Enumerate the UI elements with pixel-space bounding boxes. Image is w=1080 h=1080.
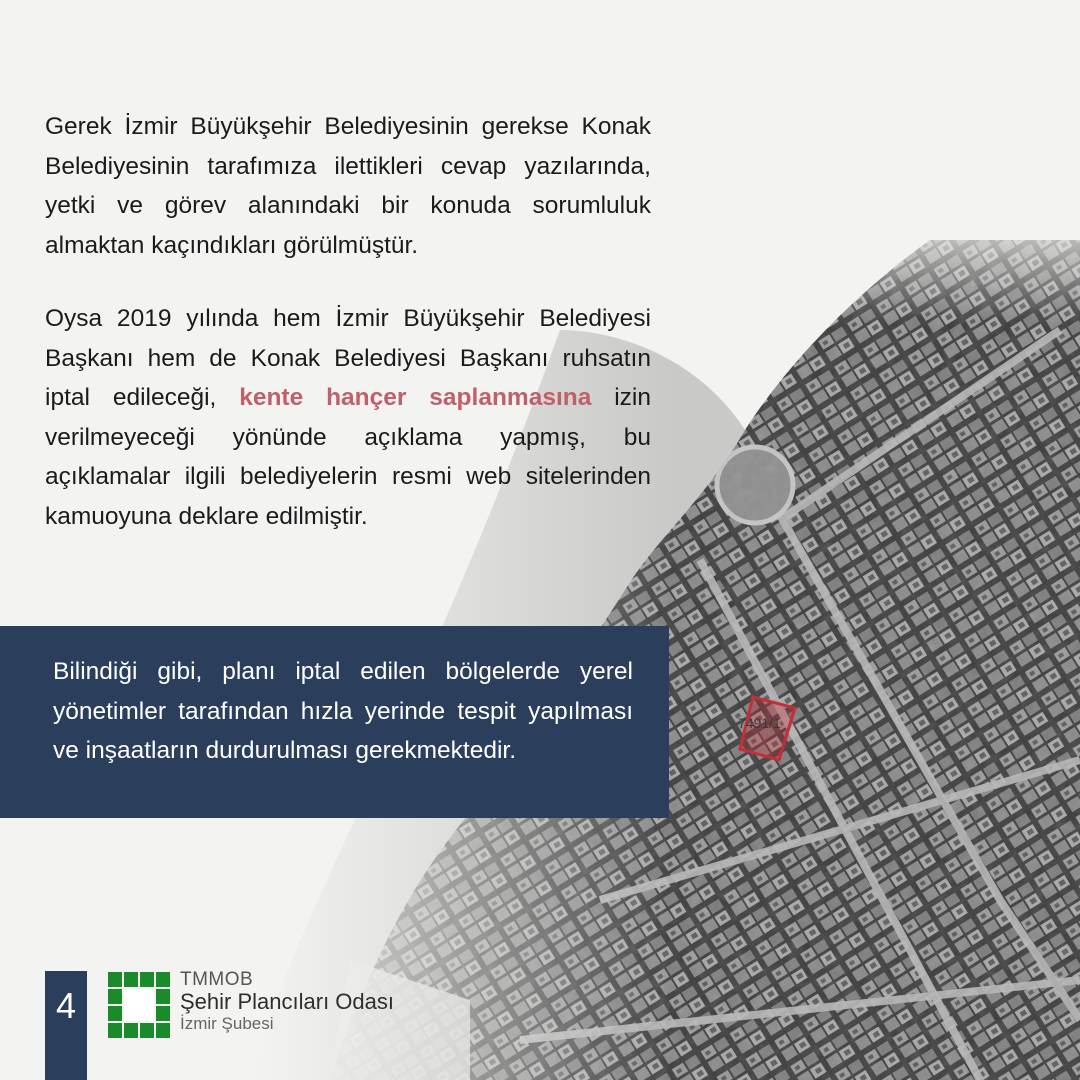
highlight-phrase: kente hançer saplanmasına xyxy=(239,384,592,412)
paragraph-2-before: Oysa 2019 yılında hem İzmir Büyükşehir Belediyesi Başkanı hem de Konak Belediyesi Başkanı ruhsatın iptal edileceği, xyxy=(45,305,651,412)
org-line-2: Şehir Plancıları Odası xyxy=(180,989,394,1014)
paragraph-2 xyxy=(45,299,651,537)
page-number: 4 xyxy=(55,985,77,1026)
org-line-3: İzmir Şubesi xyxy=(180,1014,274,1033)
org-line-1: TMMOB xyxy=(180,969,254,990)
paragraph-2-after: izin verilmeyeceği yönünde açıklama yapmış, bu açıklamalar ilgili belediyelerin resmi web sitelerinden kamuoyuna deklare edilmiştir. xyxy=(45,384,651,530)
parcel-label: 7491/1 xyxy=(738,715,781,731)
paragraph-1: Gerek İzmir Büyükşehir Belediyesinin gerekse Konak Belediyesinin tarafımıza ilettikleri cevap yazılarında, yetki ve görev alanındaki bir konuda sorumluluk almaktan kaçındıkları görülmüştür. xyxy=(45,113,651,259)
page-number-badge xyxy=(45,971,87,1080)
tmmob-logo-icon xyxy=(108,972,170,1038)
organization-name xyxy=(180,970,394,1032)
callout-box xyxy=(0,626,669,818)
callout-text: Bilindiği gibi, planı iptal edilen bölgelerde yerel yönetimler tarafından hızla yerinde tespit yapılması ve inşaatların durdurulması gerekmektedir. xyxy=(53,658,633,765)
